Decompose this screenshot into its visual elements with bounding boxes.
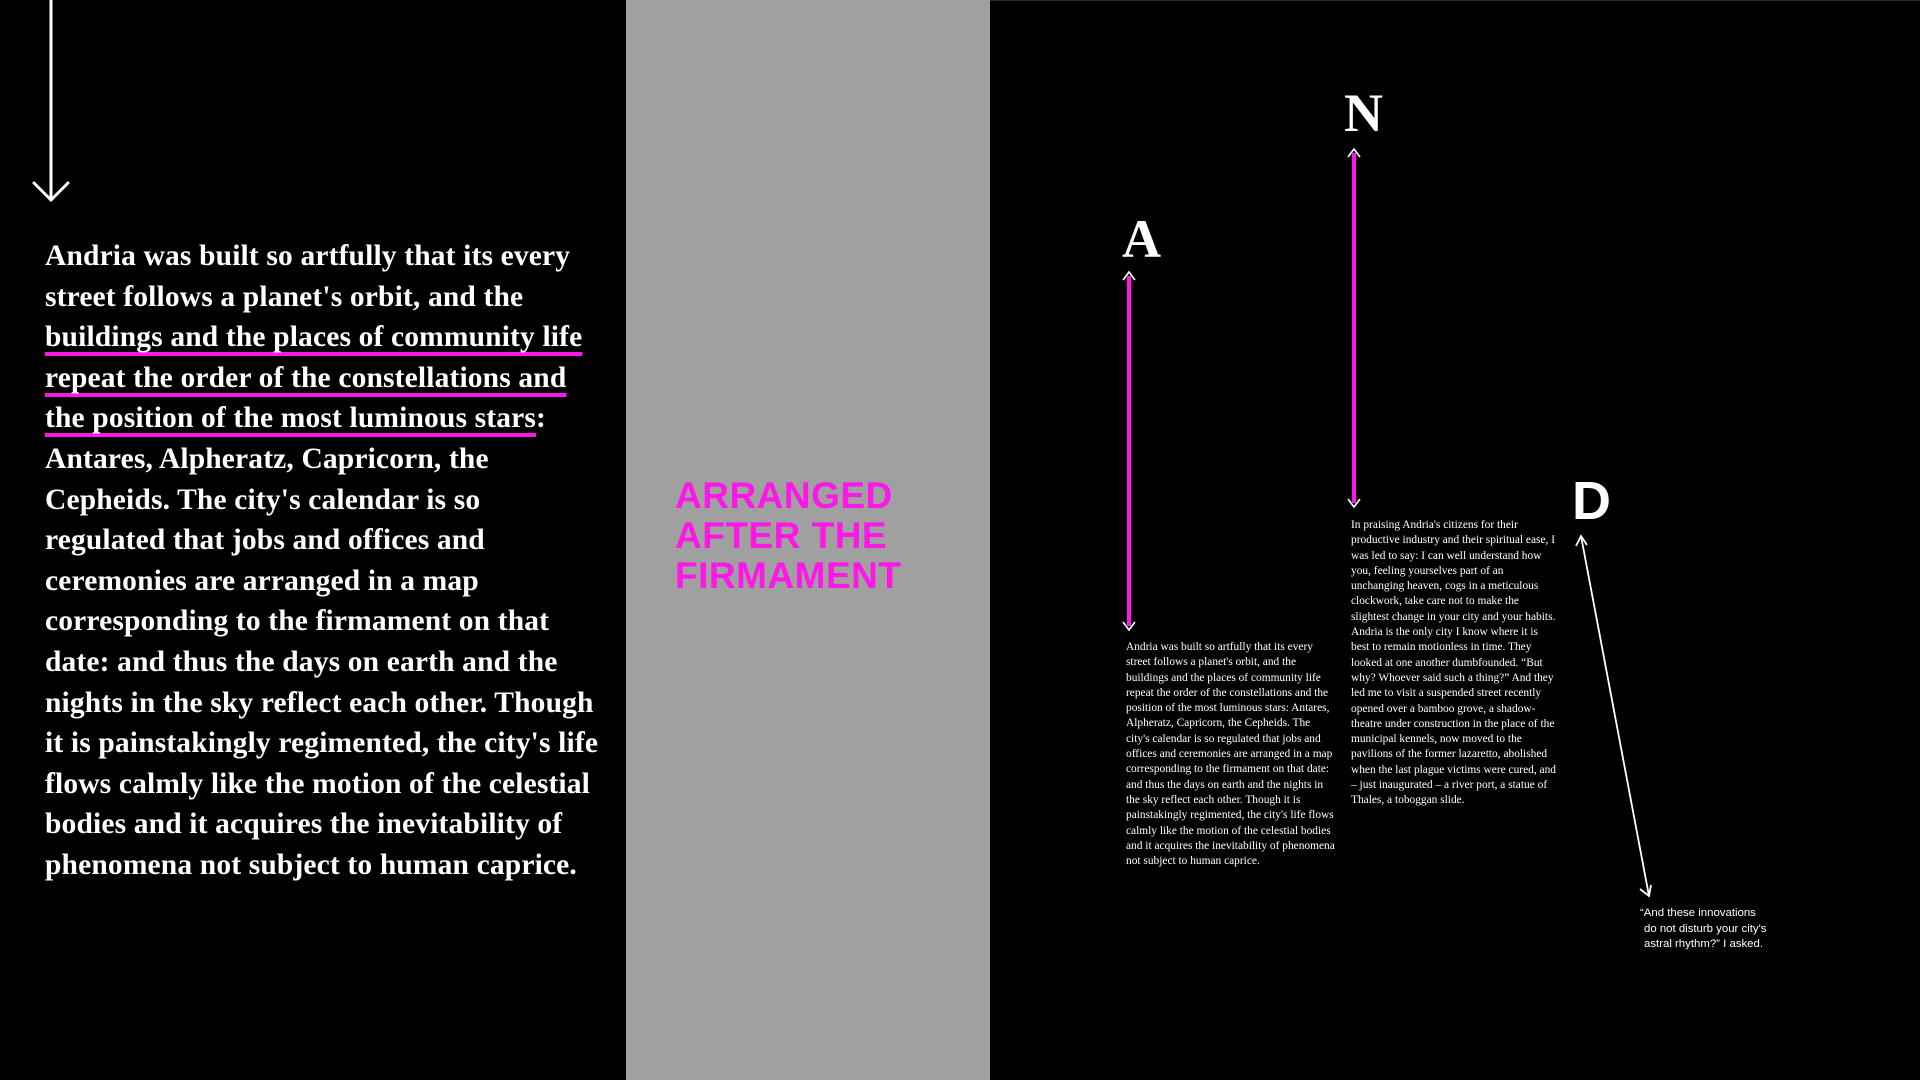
quote-line-3: astral rhythm?” I asked. <box>1644 938 1764 951</box>
letter-a: A <box>1122 209 1161 269</box>
title-line-2: AFTER THE <box>675 515 888 556</box>
column-n-text: In praising Andria's citizens for their productive industry and their spiritual ease, I was led to say: I can well understand how you, feeling yourselves part of an unchanging heaven, cogs in a meticulous clockwork, take care not to make the slightest change in your city and your habits. Andria is the only city I know where it is best to remain motionless in time. They looked at one another dumbfounded. “But why? Whoever said such a thing?” And they led me to visit a suspended street recently opened over a bamboo grove, a shadow-theatre under construction in the place of the municipal kennels, now moved to the pavilions of the former lazaretto, abolished when the last plague victims were cured, and – just inaugurated – a river port, a statue of Thales, a toboggan slide. <box>1351 519 1556 807</box>
title-line-3: FIRMAMENT <box>675 555 902 596</box>
diagonal-arrow-d-icon <box>1576 536 1651 896</box>
passage-highlight: buildings and the places of community life repeat the order of the constellations and the position of the most luminous stars <box>45 321 583 435</box>
passage-intro: Andria was built so artfully that its every street follows a planet's orbit, and the <box>45 240 571 313</box>
passage-rest: : Antares, Alpheratz, Capricorn, the Cepheids. The city's calendar is so regulated that jobs and offices and ceremonies are arranged in a map corresponding to the firmament on that date: and thus the days on earth and the nights in the sky reflect each other. Though it is painstakingly regimented, the city's life flows calmly like the motion of the celestial bodies and it acquires the inevitability of phenomena not subject to human caprice. <box>45 402 599 881</box>
quote-line-1: “And these innovations <box>1640 907 1756 919</box>
span-arrow-a-icon <box>1123 272 1135 630</box>
span-arrow-n-icon <box>1348 149 1360 507</box>
letter-d: D <box>1572 471 1611 531</box>
column-a-text: Andria was built so artfully that its every street follows a planet's orbit, and the buildings and the places of community life repeat the order of the constellations and the position of the most luminous stars: Antares, Alpheratz, Capricorn, the Cepheids. The city's calendar is so regulated that jobs and offices and ceremonies are arranged in a map corresponding to the firmament on that date: and thus the days on earth and the nights in the sky reflect each other. Though it is painstakingly regimented, the city's life flows calmly like the motion of the celestial bodies and it acquires the inevitability of phenomena not subject to human caprice. <box>1126 641 1335 868</box>
quote-line-2: do not disturb your city's <box>1644 922 1767 935</box>
letter-n: N <box>1344 83 1383 143</box>
down-arrow-icon <box>34 0 68 200</box>
title-line-1: ARRANGED <box>675 475 893 516</box>
